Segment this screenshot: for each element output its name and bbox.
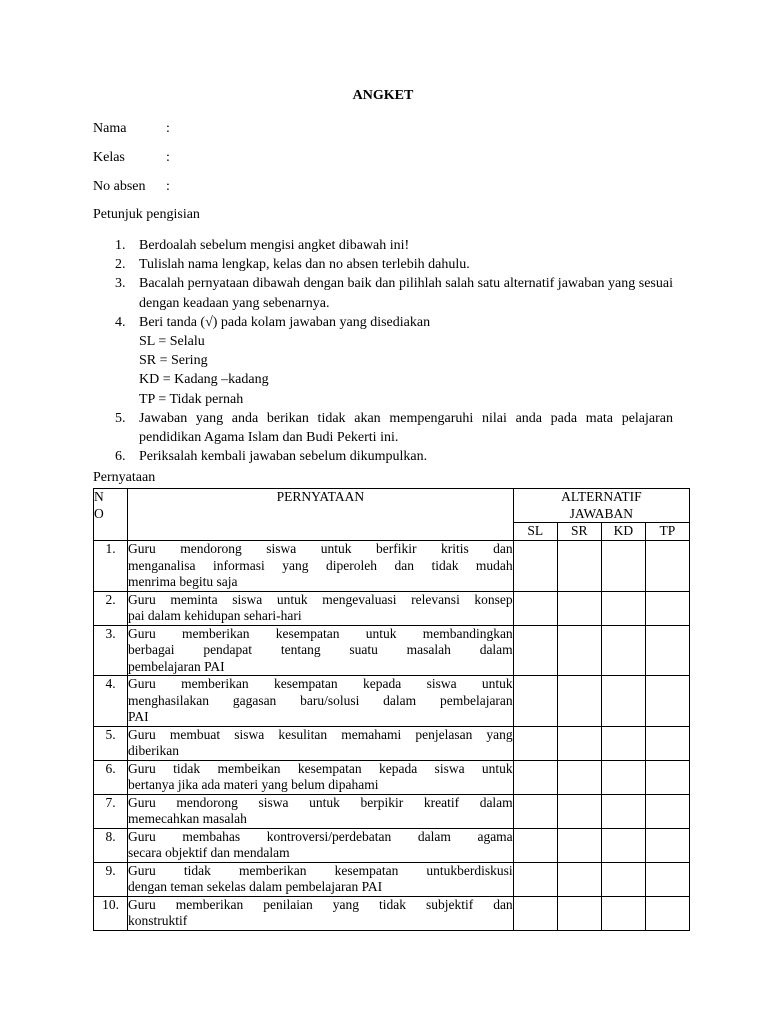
answer-cell-kd[interactable] <box>601 760 645 794</box>
answer-cell-sl[interactable] <box>513 625 557 676</box>
answer-cell-kd[interactable] <box>601 862 645 896</box>
row-number: 7. <box>94 794 128 828</box>
answer-cell-tp[interactable] <box>645 726 689 760</box>
no-header-line-2: O <box>94 505 104 521</box>
row-number: 10. <box>94 896 128 930</box>
table-row <box>94 591 690 625</box>
instruction-text: Berdoalah sebelum mengisi angket dibawah ini! <box>139 238 410 253</box>
answer-cell-tp[interactable] <box>645 896 689 930</box>
statement-cell <box>128 591 514 625</box>
legend-tp: TP = Tidak pernah <box>139 391 244 407</box>
statement-cell <box>128 896 514 930</box>
instruction-item <box>93 313 673 409</box>
statement-line: menrima begitu saja <box>128 574 238 589</box>
answer-cell-kd[interactable] <box>601 676 645 727</box>
answer-cell-tp[interactable] <box>645 794 689 828</box>
table-row <box>94 676 690 727</box>
statement-line: Guru mendorong siswa untuk berfikir kritis dan <box>128 541 513 556</box>
instruction-number: 1. <box>115 238 126 253</box>
statement-line: Guru memberikan penilaian yang tidak subjektif dan <box>128 896 513 912</box>
answer-cell-kd[interactable] <box>601 794 645 828</box>
legend-sl: SL = Selalu <box>139 334 205 350</box>
statement-line: Guru tidak membeikan kesempatan kepada siswa untuk <box>128 760 513 776</box>
row-number: 9. <box>94 862 128 896</box>
table-row <box>94 896 690 930</box>
answer-cell-tp[interactable] <box>645 862 689 896</box>
instructions-heading: Petunjuk pengisian <box>93 207 200 222</box>
answer-header-sl: SL <box>513 523 557 541</box>
answer-cell-sl[interactable] <box>513 726 557 760</box>
no-header <box>94 489 128 541</box>
class-colon: : <box>166 150 170 165</box>
answer-cell-tp[interactable] <box>645 760 689 794</box>
answer-cell-sr[interactable] <box>557 896 601 930</box>
statement-line: dengan teman sekelas dalam pembelajaran PAI <box>128 879 383 894</box>
alternative-header <box>513 489 689 523</box>
answer-cell-sr[interactable] <box>557 760 601 794</box>
answer-cell-tp[interactable] <box>645 676 689 727</box>
answer-cell-kd[interactable] <box>601 828 645 862</box>
instruction-number: 5. <box>115 410 126 426</box>
statement-line: konstruktif <box>128 913 188 928</box>
statement-line: pembelajaran PAI <box>128 658 225 674</box>
answer-cell-sr[interactable] <box>557 541 601 592</box>
table-row <box>94 828 690 862</box>
instruction-item <box>93 255 673 274</box>
statement-line: Guru meminta siswa untuk mengevaluasi relevansi konsep <box>128 591 513 607</box>
instruction-item <box>93 447 673 466</box>
answer-cell-sl[interactable] <box>513 896 557 930</box>
statement-cell <box>128 760 514 794</box>
statement-cell <box>128 828 514 862</box>
answer-cell-sr[interactable] <box>557 625 601 676</box>
statement-line: PAI <box>128 709 149 724</box>
questionnaire-table <box>93 488 690 931</box>
statement-line: secara objektif dan mendalam <box>128 845 290 860</box>
instruction-item <box>93 409 673 447</box>
statement-cell <box>128 676 514 727</box>
statement-line: bertanya jika ada materi yang belum dipahami <box>128 777 379 792</box>
statement-cell <box>128 794 514 828</box>
class-label: Kelas <box>93 150 125 165</box>
answer-cell-tp[interactable] <box>645 828 689 862</box>
instruction-text: Jawaban yang anda berikan tidak akan mempengaruhi nilai anda pada mata pelajaran pendidikan Agama Islam dan Budi Pekerti ini. <box>139 410 673 446</box>
statement-line: memecahkan masalah <box>128 811 247 826</box>
answer-cell-sl[interactable] <box>513 828 557 862</box>
answer-cell-sl[interactable] <box>513 591 557 625</box>
table-row <box>94 862 690 896</box>
statement-line: Guru tidak memberikan kesempatan untukberdiskusi <box>128 862 513 878</box>
answer-cell-tp[interactable] <box>645 541 689 592</box>
table-row <box>94 726 690 760</box>
answer-header-tp: TP <box>645 523 689 541</box>
alternative-header-line-2: JAWABAN <box>569 505 634 521</box>
table-row <box>94 760 690 794</box>
instruction-text: Bacalah pernyataan dibawah dengan baik dan pilihlah salah satu alternatif jawaban yang sesuai dengan keadaan yang sebenarnya. <box>139 276 673 311</box>
statement-line: pai dalam kehidupan sehari-hari <box>128 608 302 623</box>
legend-sr: SR = Sering <box>139 353 208 369</box>
answer-cell-sr[interactable] <box>557 828 601 862</box>
instruction-text: Periksalah kembali jawaban sebelum dikumpulkan. <box>139 449 428 465</box>
instruction-number: 2. <box>115 257 126 273</box>
answer-cell-kd[interactable] <box>601 726 645 760</box>
answer-cell-sl[interactable] <box>513 676 557 727</box>
page-title: ANGKET <box>352 88 414 103</box>
table-row <box>94 625 690 676</box>
row-number: 2. <box>94 591 128 625</box>
instruction-number: 4. <box>115 314 126 330</box>
answer-cell-kd[interactable] <box>601 896 645 930</box>
answer-header-sr: SR <box>557 523 601 541</box>
answer-cell-tp[interactable] <box>645 591 689 625</box>
statement-line: Guru memberikan kesempatan kepada siswa untuk <box>128 676 513 691</box>
legend-kd: KD = Kadang –kadang <box>139 372 269 388</box>
table-row <box>94 541 690 592</box>
row-number: 5. <box>94 726 128 760</box>
statement-cell <box>128 541 514 592</box>
row-number: 4. <box>94 676 128 727</box>
answer-cell-sl[interactable] <box>513 862 557 896</box>
instructions-list <box>93 236 673 466</box>
row-number: 3. <box>94 625 128 676</box>
answer-cell-sr[interactable] <box>557 726 601 760</box>
name-label: Nama <box>93 121 127 136</box>
answer-cell-sl[interactable] <box>513 794 557 828</box>
answer-cell-kd[interactable] <box>601 625 645 676</box>
instruction-item <box>93 236 673 255</box>
statement-line: menganalisa informasi yang diperoleh dan tidak mudah <box>128 557 513 573</box>
answer-cell-sr[interactable] <box>557 591 601 625</box>
statement-cell <box>128 862 514 896</box>
statement-line: Guru membahas kontroversi/perdebatan dalam agama <box>128 828 513 844</box>
statement-line: diberikan <box>128 743 180 758</box>
instruction-number: 6. <box>115 449 126 465</box>
answer-cell-sl[interactable] <box>513 760 557 794</box>
instruction-text: Beri tanda (√) pada kolam jawaban yang disediakan <box>139 314 431 330</box>
answer-cell-sr[interactable] <box>557 676 601 727</box>
statement-line: Guru mendorong siswa untuk berpikir kreatif dalam <box>128 794 513 810</box>
statement-cell <box>128 625 514 676</box>
alternative-header-line-1: ALTERNATIF <box>561 489 642 504</box>
absen-label: No absen <box>93 179 146 194</box>
row-number: 6. <box>94 760 128 794</box>
statement-line: Guru membuat siswa kesulitan memahami penjelasan yang <box>128 726 513 742</box>
statement-line: menghasilakan gagasan baru/solusi dalam pembelajaran <box>128 692 513 708</box>
answer-cell-tp[interactable] <box>645 625 689 676</box>
instruction-text: Tulislah nama lengkap, kelas dan no absen terlebih dahulu. <box>139 257 470 273</box>
statement-rows <box>94 541 690 931</box>
instruction-number: 3. <box>115 276 126 292</box>
name-colon: : <box>166 121 170 136</box>
answer-cell-sr[interactable] <box>557 794 601 828</box>
no-header-line-1: N <box>94 489 104 504</box>
statement-line: Guru memberikan kesempatan untuk membandingkan <box>128 625 513 641</box>
instruction-item <box>93 274 673 312</box>
row-number: 1. <box>94 541 128 592</box>
statement-header: PERNYATAAN <box>128 489 514 541</box>
absen-colon: : <box>166 179 170 194</box>
answer-header-kd: KD <box>601 523 645 541</box>
statements-heading: Pernyataan <box>93 470 156 485</box>
answer-cell-kd[interactable] <box>601 541 645 592</box>
statement-cell <box>128 726 514 760</box>
answer-cell-kd[interactable] <box>601 591 645 625</box>
statement-line: berbagai pendapat tentang suatu masalah dalam <box>128 642 513 657</box>
table-row <box>94 794 690 828</box>
answer-cell-sr[interactable] <box>557 862 601 896</box>
answer-cell-sl[interactable] <box>513 541 557 592</box>
row-number: 8. <box>94 828 128 862</box>
